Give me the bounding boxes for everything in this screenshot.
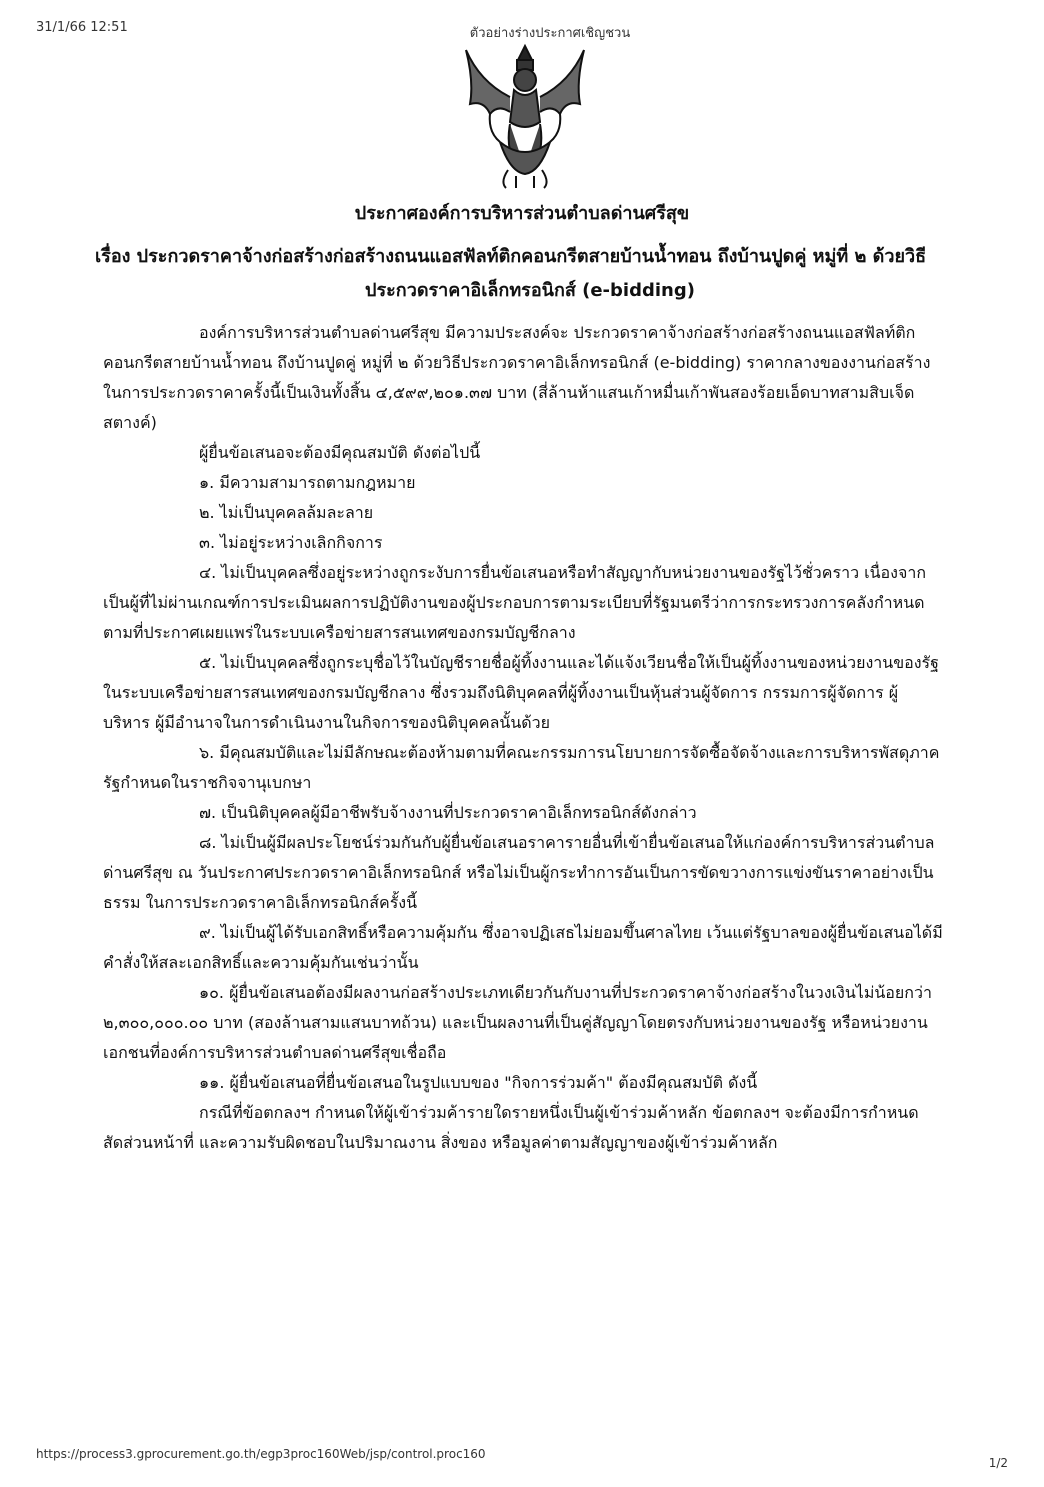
qualification-item: ๗. เป็นนิติบุคคลผู้มีอาชีพรับจ้างงานที่ประกวดราคาอิเล็กทรอนิกส์ดังกล่าว [199,803,697,822]
document-title: ตัวอย่างร่างประกาศเชิญชวน [469,26,631,41]
subject-line-2: ประกวดราคาอิเล็กทรอนิกส์ (e-bidding) [365,280,695,301]
qualification-item: ๘. ไม่เป็นผู้มีผลประโยชน์ร่วมกันกับผู้ยื่นข้อเสนอราคารายอื่นที่เข้ายื่นข้อเสนอให้แก่องค์การบริหารส่วนตำบลด่านศรีสุข ณ วันประกาศประกวดราคาอิเล็กทรอนิกส์ หรือไม่เป็นผู้กระทำการอันเป็นการขัดขวางการแข่งขันราคาอย่างเป็นธรรม ในการประกวดราคาอิเล็กทรอนิกส์ครั้งนี้ [103,833,935,912]
qualification-item: ๓. ไม่อยู่ระหว่างเลิกกิจการ [199,533,383,552]
announcement-body [103,318,943,1158]
qualification-item: ๕. ไม่เป็นบุคคลซึ่งถูกระบุชื่อไว้ในบัญชีรายชื่อผู้ทิ้งงานและได้แจ้งเวียนชื่อให้เป็นผู้ทิ้งงานของหน่วยงานของรัฐในระบบเครือข่ายสารสนเทศของกรมบัญชีกลาง ซึ่งรวมถึงนิติบุคคลที่ผู้ทิ้งงานเป็นหุ้นส่วนผู้จัดการ กรรมการผู้จัดการ ผู้บริหาร ผู้มีอำนาจในการดำเนินงานในกิจการของนิติบุคคลนั้นด้วย [103,653,939,732]
qualification-item: ๑๑. ผู้ยื่นข้อเสนอที่ยื่นข้อเสนอในรูปแบบของ "กิจการร่วมค้า" ต้องมีคุณสมบัติ ดังนี้ [199,1073,758,1092]
qualification-item: ๑๐. ผู้ยื่นข้อเสนอต้องมีผลงานก่อสร้างประเภทเดียวกันกับงานที่ประกวดราคาจ้างก่อสร้างในวงเงินไม่น้อยกว่า ๒,๓๐๐,๐๐๐.๐๐ บาท (สองล้านสามแสนบาทถ้วน) และเป็นผลงานที่เป็นคู่สัญญาโดยตรงกับหน่วยงานของรัฐ หรือหน่วยงานเอกชนที่องค์การบริหารส่วนตำบลด่านศรีสุขเชื่อถือ [103,983,932,1062]
qualification-item: ๑. มีความสามารถตามกฎหมาย [199,473,416,492]
garuda-emblem-icon [460,42,590,192]
print-timestamp: 31/1/66 12:51 [36,20,128,35]
qualification-heading: ผู้ยื่นข้อเสนอจะต้องมีคุณสมบัติ ดังต่อไปนี้ [199,443,481,462]
qualification-item: ๔. ไม่เป็นบุคคลซึ่งอยู่ระหว่างถูกระงับการยื่นข้อเสนอหรือทำสัญญากับหน่วยงานของรัฐไว้ชั่วคราว เนื่องจากเป็นผู้ที่ไม่ผ่านเกณฑ์การประเมินผลการปฏิบัติงานของผู้ประกอบการตามระเบียบที่รัฐมนตรีว่าการกระทรวงการคลังกำหนดตามที่ประกาศเผยแพร่ในระบบเครือข่ายสารสนเทศของกรมบัญชีกลาง [103,563,927,642]
source-url: https://process3.gprocurement.go.th/egp3proc160Web/jsp/control.proc160 [36,1447,486,1461]
announcement-subject [95,240,965,308]
qualification-item: ๖. มีคุณสมบัติและไม่มีลักษณะต้องห้ามตามที่คณะกรรมการนโยบายการจัดซื้อจัดจ้างและการบริหารพัสดุภาครัฐกำหนดในราชกิจจานุเบกษา [103,743,940,792]
subject-line-1: เรื่อง ประกวดราคาจ้างก่อสร้างก่อสร้างถนนแอสฟัลท์ติกคอนกรีตสายบ้านน้ำทอน ถึงบ้านปูดคู่ หมู่ที่ ๒ ด้วยวิธี [95,246,927,267]
qualification-item: ๙. ไม่เป็นผู้ได้รับเอกสิทธิ์หรือความคุ้มกัน ซึ่งอาจปฏิเสธไม่ยอมขึ้นศาลไทย เว้นแต่รัฐบาลของผู้ยื่นข้อเสนอได้มีคำสั่งให้สละเอกสิทธิ์และความคุ้มกันเช่นว่านั้น [103,923,943,972]
announcement-org: ประกาศองค์การบริหารส่วนตำบลด่านศรีสุข [354,203,690,224]
consortium-paragraph: กรณีที่ข้อตกลงฯ กำหนดให้ผู้เข้าร่วมค้ารายใดรายหนึ่งเป็นผู้เข้าร่วมค้าหลัก ข้อตกลงฯ จะต้องมีการกำหนดสัดส่วนหน้าที่ และความรับผิดชอบในปริมาณงาน สิ่งของ หรือมูลค่าตามสัญญาของผู้เข้าร่วมค้าหลัก [103,1103,919,1152]
page-number: 1/2 [988,1456,1008,1470]
qualification-item: ๒. ไม่เป็นบุคคลล้มละลาย [199,503,374,522]
intro-paragraph: องค์การบริหารส่วนตำบลด่านศรีสุข มีความประสงค์จะ ประกวดราคาจ้างก่อสร้างก่อสร้างถนนแอสฟัลท์ติกคอนกรีตสายบ้านน้ำทอน ถึงบ้านปูดคู่ หมู่ที่ ๒ ด้วยวิธีประกวดราคาอิเล็กทรอนิกส์ (e-bidding) ราคากลางของงานก่อสร้างในการประกวดราคาครั้งนี้เป็นเงินทั้งสิ้น ๔,๕๙๙,๒๐๑.๓๗ บาท (สี่ล้านห้าแสนเก้าหมื่นเก้าพันสองร้อยเอ็ดบาทสามสิบเจ็ดสตางค์) [103,323,931,432]
